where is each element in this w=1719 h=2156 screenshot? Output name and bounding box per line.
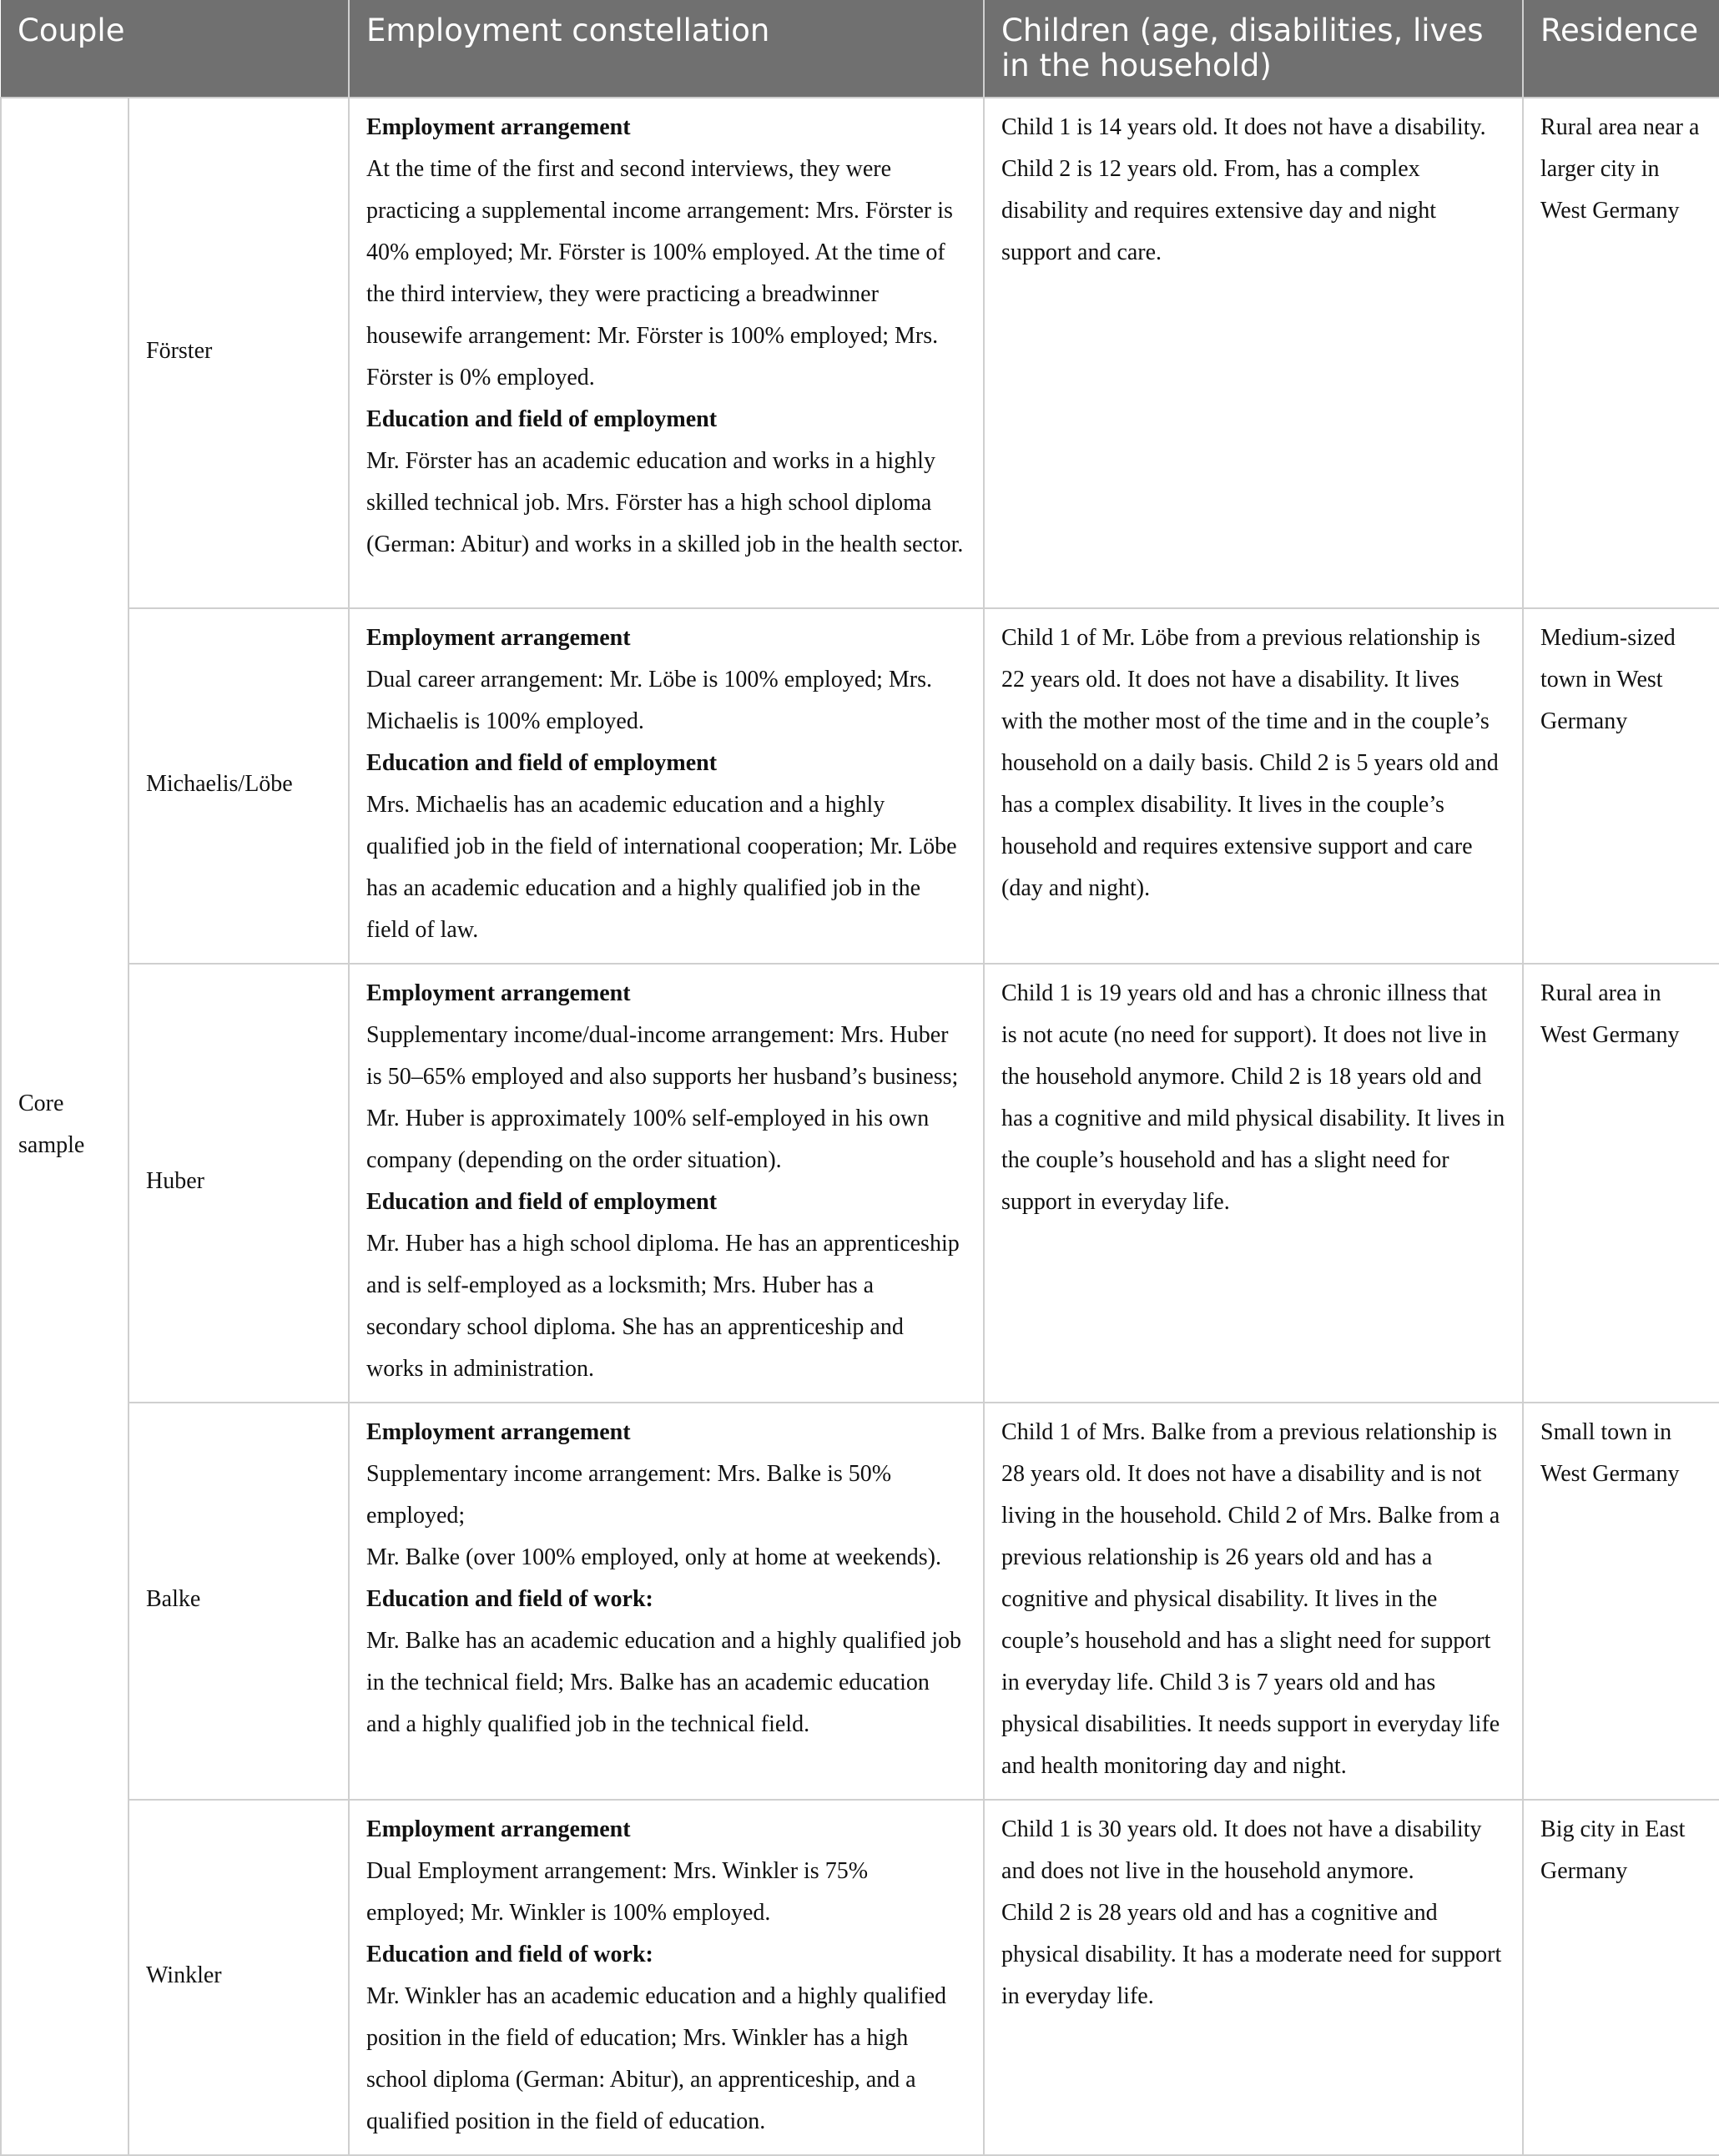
education-text: Mr. Winkler has an academic education and a highly qualified position in the field of education; Mrs. Winkler has a high school diploma (German: Abitur), an apprenticeship, and a qualified position in the field of education. (366, 1983, 947, 2134)
couple-name: Förster (129, 98, 349, 608)
residence-cell: Medium-sized town in West Germany (1523, 608, 1719, 964)
couple-name: Balke (129, 1403, 349, 1800)
children-cell (984, 964, 1523, 1403)
education-heading: Education and field of work: (366, 1586, 653, 1612)
header-children: Children (age, disabilities, lives in the household) (984, 0, 1523, 98)
employment-cell (349, 98, 984, 608)
table-row (1, 1800, 1719, 2155)
education-text: Mrs. Michaelis has an academic education and a highly qualified job in the field of international cooperation; Mr. Löbe has an academic education and a highly qualified job in the field of law. (366, 792, 957, 943)
header-residence: Residence (1523, 0, 1719, 98)
employment-heading: Employment arrangement (366, 1816, 631, 1842)
education-heading: Education and field of employment (366, 1189, 718, 1215)
education-heading: Education and field of employment (366, 406, 718, 432)
education-heading: Education and field of employment (366, 750, 718, 776)
employment-text: Dual Employment arrangement: Mrs. Winkler is 75% employed; Mr. Winkler is 100% employed. (366, 1858, 869, 1926)
employment-cell (349, 964, 984, 1403)
children-text: Child 1 is 14 years old. It does not have a disability. Child 2 is 12 years old. From, has a complex disability and requires extensive day and night support and care. (1001, 114, 1486, 265)
employment-heading: Employment arrangement (366, 1419, 631, 1445)
residence-cell: Rural area in West Germany (1523, 964, 1719, 1403)
children-cell (984, 98, 1523, 608)
children-text: Child 1 of Mrs. Balke from a previous relationship is 28 years old. It does not have a disability and is not living in the household. Child 2 of Mrs. Balke from a previous relationship is 26 years old and has a cognitive and physical disability. It lives in the couple’s household and has a slight need for support in everyday life. Child 3 is 7 years old and has physical disabilities. It needs support in everyday life and health monitoring day and night. (1001, 1419, 1500, 1779)
table-row (1, 1403, 1719, 1800)
table-row (1, 98, 1719, 608)
employment-cell (349, 608, 984, 964)
children-text: Child 1 is 30 years old. It does not have a disability and does not live in the household anymore. (1001, 1816, 1482, 1884)
education-heading: Education and field of work: (366, 1942, 653, 1967)
children-cell (984, 608, 1523, 964)
education-text: Mr. Förster has an academic education and works in a highly skilled technical job. Mrs. Förster has a high school diploma (German: Abitur) and works in a skilled job in the health sector. (366, 448, 964, 557)
table-row (1, 964, 1719, 1403)
employment-cell (349, 1403, 984, 1800)
employment-heading: Employment arrangement (366, 114, 631, 140)
children-cell (984, 1800, 1523, 2155)
residence-cell: Rural area near a larger city in West Germany (1523, 98, 1719, 608)
group-label: Core sample (1, 98, 129, 2155)
children-cell (984, 1403, 1523, 1800)
education-text: Mr. Balke has an academic education and a highly qualified job in the technical field; Mrs. Balke has an academic education and a highly qualified job in the technical field. (366, 1628, 962, 1737)
residence-cell: Small town in West Germany (1523, 1403, 1719, 1800)
employment-text: Supplementary income/dual-income arrangement: Mrs. Huber is 50–65% employed and also supports her husband’s business; Mr. Huber is approximately 100% self-employed in his own company (depending on the order situation). (366, 1022, 959, 1173)
employment-heading: Employment arrangement (366, 625, 631, 651)
education-text: Mr. Huber has a high school diploma. He has an apprenticeship and is self-employed as a locksmith; Mrs. Huber has a secondary school diploma. She has an apprenticeship and works in administration. (366, 1231, 960, 1382)
couple-name: Winkler (129, 1800, 349, 2155)
employment-cell (349, 1800, 984, 2155)
couple-name: Michaelis/Löbe (129, 608, 349, 964)
employment-heading: Employment arrangement (366, 980, 631, 1006)
children-text: Child 1 is 19 years old and has a chronic illness that is not acute (no need for support). It does not live in the household anymore. Child 2 is 18 years old and has a cognitive and mild physical disability. It lives in the couple’s household and has a slight need for support in everyday life. (1001, 980, 1505, 1215)
employment-text: Dual career arrangement: Mr. Löbe is 100% employed; Mrs. Michaelis is 100% employed. (366, 667, 933, 734)
children-text: Child 1 of Mr. Löbe from a previous relationship is 22 years old. It does not have a disability. It lives with the mother most of the time and in the couple’s household on a daily basis. Child 2 is 5 years old and has a complex disability. It lives in the couple’s household and requires extensive support and care (day and night). (1001, 625, 1499, 901)
couple-name: Huber (129, 964, 349, 1403)
table-row (1, 608, 1719, 964)
header-employment: Employment constellation (349, 0, 984, 98)
residence-cell: Big city in East Germany (1523, 1800, 1719, 2155)
children-text-continued: Child 2 is 28 years old and has a cognitive and physical disability. It has a moderate need for support in everyday life. (1001, 1900, 1502, 2009)
employment-text: At the time of the first and second interviews, they were practicing a supplemental income arrangement: Mrs. Förster is 40% employed; Mr. Förster is 100% employed. At the time of the third interview, they were practicing a breadwinner housewife arrangement: Mr. Förster is 100% employed; Mrs. Förster is 0% employed. (366, 156, 953, 390)
header-row (1, 0, 1719, 98)
employment-text: Supplementary income arrangement: Mrs. Balke is 50% employed; (366, 1461, 892, 1529)
header-couple: Couple (1, 0, 349, 98)
employment-text-continued: Mr. Balke (over 100% employed, only at home at weekends). (366, 1544, 941, 1570)
